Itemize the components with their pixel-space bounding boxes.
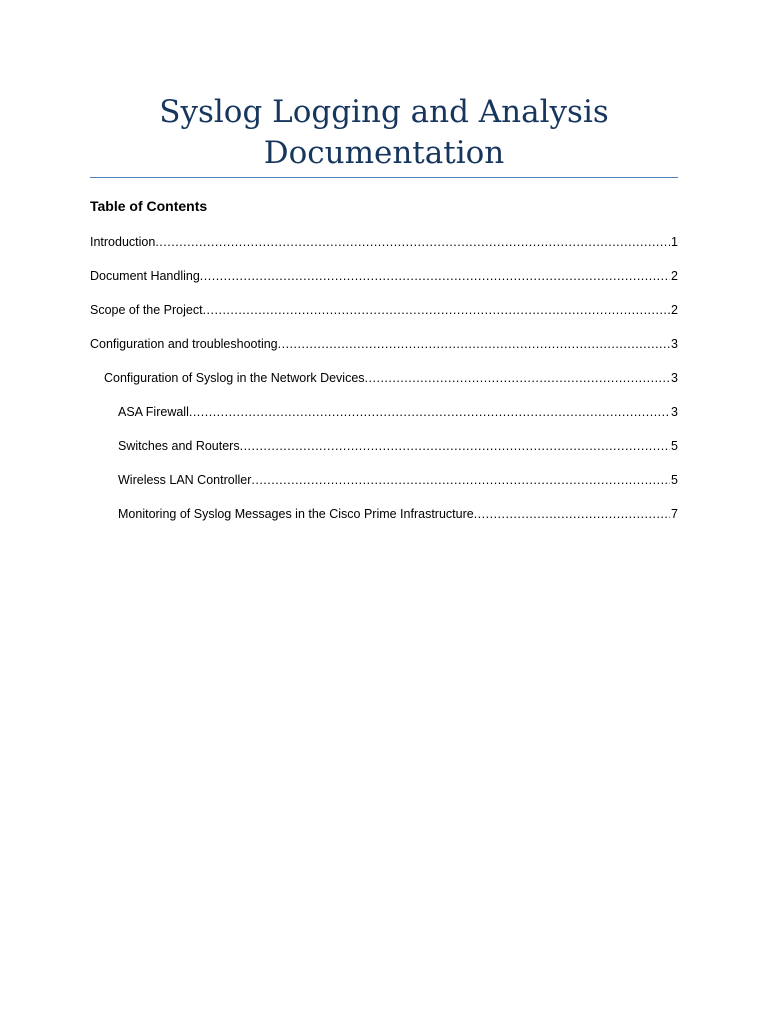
toc-entry-wireless-lan-controller[interactable] (90, 471, 678, 505)
toc-page-number[interactable]: 5 (671, 473, 678, 487)
toc-entry-title[interactable]: Switches and Routers (118, 439, 240, 453)
toc-dot-leader (474, 505, 670, 523)
toc-entry-configuration-of-syslog[interactable] (90, 369, 678, 403)
title-underline (90, 177, 678, 178)
toc-page-number[interactable]: 7 (671, 507, 678, 521)
toc-page-number[interactable]: 1 (671, 235, 678, 249)
document-title (90, 92, 678, 174)
toc-page-number[interactable]: 3 (671, 405, 678, 419)
toc-entry-title[interactable]: Configuration and troubleshooting (90, 337, 278, 351)
toc-dot-leader (240, 437, 670, 455)
toc-page-number[interactable]: 2 (671, 303, 678, 317)
toc-entry-scope-of-the-project[interactable] (90, 301, 678, 335)
toc-dot-leader (365, 369, 671, 387)
toc-dot-leader (189, 403, 670, 421)
toc-page-number[interactable]: 5 (671, 439, 678, 453)
toc-entry-title[interactable]: Scope of the Project (90, 303, 203, 317)
toc-dot-leader (251, 471, 670, 489)
toc-entry-title[interactable]: Wireless LAN Controller (118, 473, 252, 487)
toc-entry-switches-and-routers[interactable] (90, 437, 678, 471)
toc-entry-introduction[interactable] (90, 233, 678, 267)
document-title-line-1: Syslog Logging and Analysis (159, 94, 609, 130)
toc-heading: Table of Contents (90, 198, 208, 214)
toc-entry-title[interactable]: Introduction (90, 235, 156, 249)
toc-entry-title[interactable]: Configuration of Syslog in the Network Devices (104, 371, 365, 385)
toc-page-number[interactable]: 2 (671, 269, 678, 283)
toc-entry-document-handling[interactable] (90, 267, 678, 301)
toc-dot-leader (200, 267, 670, 285)
toc-entry-monitoring-of-syslog-messages[interactable] (90, 505, 678, 539)
toc-dot-leader (155, 233, 670, 251)
table-of-contents (90, 233, 678, 539)
toc-entry-configuration-and-troubleshooting[interactable] (90, 335, 678, 369)
toc-entry-title[interactable]: Monitoring of Syslog Messages in the Cisco Prime Infrastructure (118, 507, 474, 521)
toc-page-number[interactable]: 3 (671, 337, 678, 351)
toc-dot-leader (278, 335, 670, 353)
toc-page-number[interactable]: 3 (671, 371, 678, 385)
toc-entry-asa-firewall[interactable] (90, 403, 678, 437)
toc-entry-title[interactable]: Document Handling (90, 269, 200, 283)
toc-entry-title[interactable]: ASA Firewall (118, 405, 189, 419)
toc-dot-leader (203, 301, 670, 319)
document-title-line-2: Documentation (263, 135, 505, 171)
